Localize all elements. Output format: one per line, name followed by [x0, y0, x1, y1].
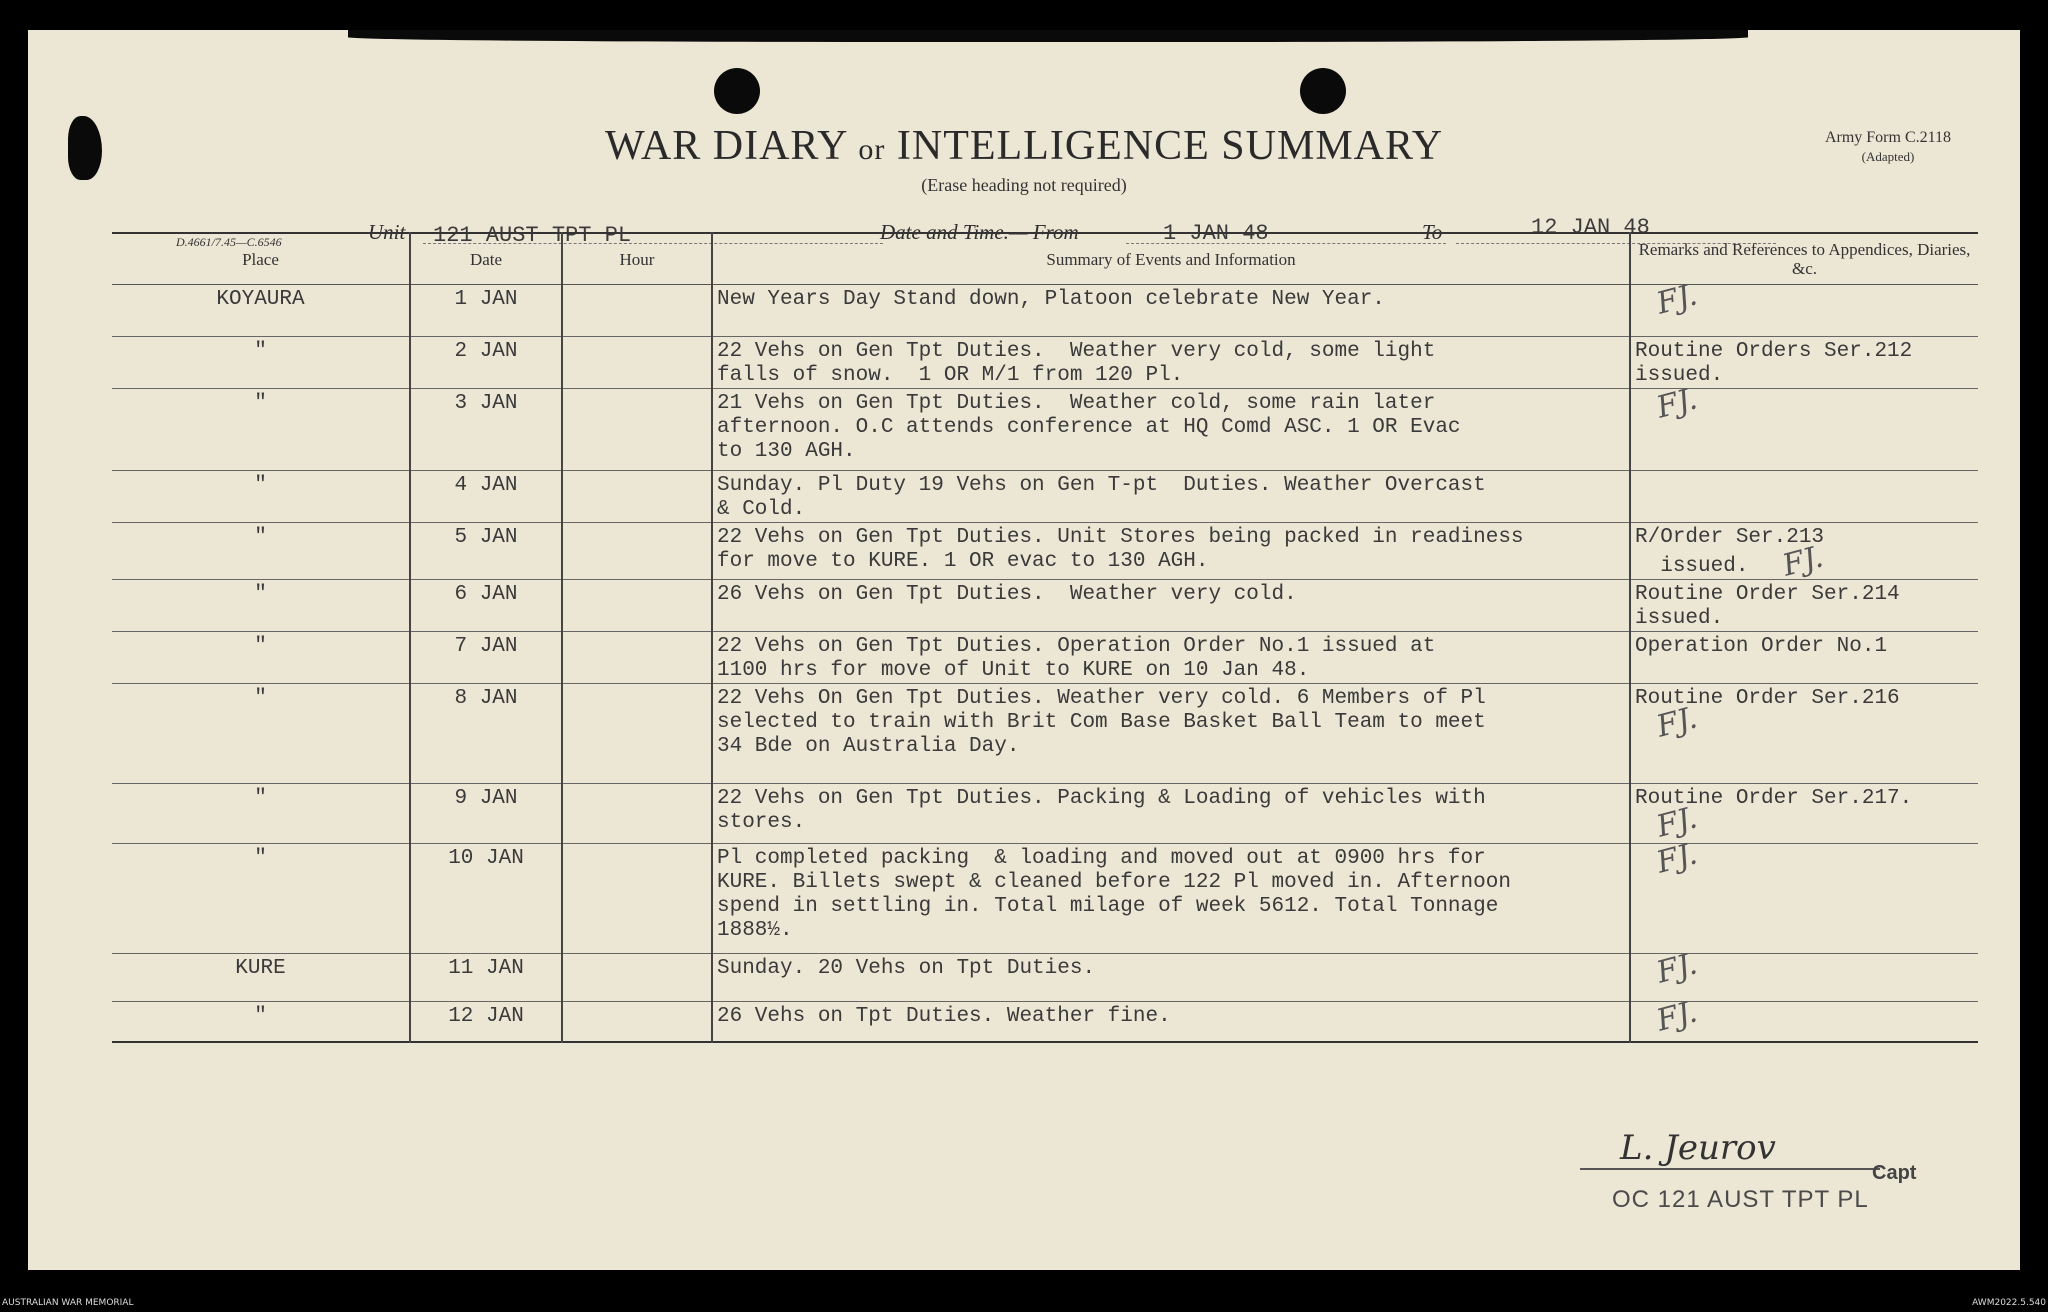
table-row: [112, 337, 1978, 389]
handwritten-initials: FJ.: [1653, 381, 1701, 426]
place-cell: ": [112, 844, 410, 954]
remarks-cell: [1630, 471, 1978, 523]
column-header-remarks: Remarks and References to Appendices, Diaries, &c.: [1630, 233, 1978, 285]
table-row: [112, 523, 1978, 580]
table-row: [112, 389, 1978, 471]
table-row: [112, 1002, 1978, 1042]
remarks-cell: Routine Orders Ser.212 issued.: [1630, 337, 1978, 389]
handwritten-initials: FJ.: [1653, 700, 1701, 745]
summary-cell: Sunday. Pl Duty 19 Vehs on Gen T-pt Duties. Weather Overcast & Cold.: [712, 471, 1630, 523]
date-cell: 8 JAN: [410, 684, 562, 784]
torn-top-edge: [348, 30, 1748, 42]
hour-cell: [562, 389, 712, 471]
hour-cell: [562, 337, 712, 389]
remarks-cell: [1630, 946, 1978, 1002]
place-cell: ": [112, 784, 410, 844]
table-row: [112, 684, 1978, 784]
unit-value: 121 AUST TPT PL: [433, 223, 632, 248]
date-cell: 10 JAN: [410, 844, 562, 954]
date-cell: 4 JAN: [410, 471, 562, 523]
hour-cell: [562, 954, 712, 1002]
date-cell: 11 JAN: [410, 954, 562, 1002]
unit-stamp: OC 121 AUST TPT PL: [1612, 1186, 1869, 1213]
place-cell: KOYAURA: [112, 285, 410, 337]
remarks-cell: [1630, 277, 1978, 337]
summary-cell: 22 Vehs on Gen Tpt Duties. Unit Stores being packed in readiness for move to KURE. 1 OR evac to 130 AGH.: [712, 523, 1630, 580]
from-value: 1 JAN 48: [1163, 221, 1269, 246]
summary-cell: 22 Vehs On Gen Tpt Duties. Weather very cold. 6 Members of Pl selected to train with Brit Com Base Basket Ball Team to meet 34 Bde on Australia Day.: [712, 684, 1630, 784]
hour-cell: [562, 844, 712, 954]
place-cell: ": [112, 523, 410, 580]
summary-cell: 22 Vehs on Gen Tpt Duties. Operation Order No.1 issued at 1100 hrs for move of Unit to KURE on 10 Jan 48.: [712, 632, 1630, 684]
hour-cell: [562, 684, 712, 784]
date-cell: 5 JAN: [410, 523, 562, 580]
column-header-date: Date: [410, 233, 562, 285]
hour-cell: [562, 471, 712, 523]
summary-cell: New Years Day Stand down, Platoon celebrate New Year.: [712, 285, 1630, 337]
remarks-cell: [1630, 836, 1978, 954]
date-cell: 7 JAN: [410, 632, 562, 684]
place-cell: ": [112, 389, 410, 471]
page-subtitle: (Erase heading not required): [921, 175, 1127, 195]
place-cell: ": [112, 684, 410, 784]
to-label: To: [1422, 220, 1443, 244]
signature-rank: Capt: [1872, 1162, 1917, 1184]
to-value: 12 JAN 48: [1531, 215, 1650, 240]
hour-cell: [562, 523, 712, 580]
place-cell: KURE: [112, 954, 410, 1002]
handwritten-initials: FJ.: [1653, 836, 1701, 881]
table-row: [112, 471, 1978, 523]
remarks-cell: [1630, 994, 1978, 1042]
hour-cell: [562, 632, 712, 684]
hour-cell: [562, 1002, 712, 1042]
handwritten-initials: FJ.: [1653, 946, 1701, 991]
hour-cell: [562, 285, 712, 337]
column-header-summary: Summary of Events and Information: [712, 233, 1630, 285]
summary-cell: 21 Vehs on Gen Tpt Duties. Weather cold, some rain later afternoon. O.C attends conference at HQ Comd ASC. 1 OR Evac to 130 AGH.: [712, 389, 1630, 471]
page-title: WAR DIARY or INTELLIGENCE SUMMARY: [604, 123, 1444, 169]
place-cell: ": [112, 337, 410, 389]
form-code: D.4661/7.45—C.6546: [176, 235, 282, 249]
punch-hole-left: [714, 68, 760, 114]
summary-cell: 22 Vehs on Gen Tpt Duties. Packing & Loading of vehicles with stores.: [712, 784, 1630, 844]
footer-source: AUSTRALIAN WAR MEMORIAL: [2, 1298, 134, 1308]
table-row: [112, 580, 1978, 632]
remarks-cell: R/Order Ser.213 issued. FJ.: [1630, 523, 1978, 580]
army-form-label: Army Form C.2118 (Adapted): [1824, 129, 1952, 164]
table-row: [112, 285, 1978, 337]
date-cell: 12 JAN: [410, 1002, 562, 1042]
place-cell: ": [112, 1002, 410, 1042]
handwritten-initials: FJ.: [1653, 994, 1701, 1039]
handwritten-initials: FJ.: [1653, 277, 1701, 322]
summary-cell: 22 Vehs on Gen Tpt Duties. Weather very cold, some light falls of snow. 1 OR M/1 from 120 Pl.: [712, 337, 1630, 389]
remarks-cell: Routine Order Ser.217. FJ.: [1630, 784, 1978, 844]
place-cell: ": [112, 471, 410, 523]
signature-line: [1580, 1168, 1880, 1170]
table-row: [112, 784, 1978, 844]
unit-label: Unit: [368, 220, 406, 244]
remarks-cell: Routine Order Ser.214 issued.: [1630, 580, 1978, 632]
summary-cell: 26 Vehs on Tpt Duties. Weather fine.: [712, 1002, 1630, 1042]
summary-cell: 26 Vehs on Gen Tpt Duties. Weather very cold.: [712, 580, 1630, 632]
date-cell: 3 JAN: [410, 389, 562, 471]
diary-table-body: [112, 277, 1978, 1042]
column-header-place: Place: [112, 233, 410, 285]
handwritten-initials: FJ.: [1779, 539, 1827, 584]
date-cell: 9 JAN: [410, 784, 562, 844]
punch-hole-right: [1300, 68, 1346, 114]
handwritten-initials: FJ.: [1653, 800, 1701, 845]
diary-table: [112, 232, 1978, 1043]
date-cell: 6 JAN: [410, 580, 562, 632]
table-row: [112, 844, 1978, 954]
place-cell: ": [112, 632, 410, 684]
date-cell: 2 JAN: [410, 337, 562, 389]
hour-cell: [562, 784, 712, 844]
table-row: [112, 632, 1978, 684]
place-cell: ": [112, 580, 410, 632]
date-cell: 1 JAN: [410, 285, 562, 337]
remarks-cell: Operation Order No.1: [1630, 632, 1978, 684]
officer-signature: L. Jeurov: [1620, 1128, 1776, 1168]
date-label: Date and Time.— From: [880, 220, 1079, 244]
table-row: [112, 954, 1978, 1002]
remarks-cell: [1630, 381, 1978, 471]
hour-cell: [562, 580, 712, 632]
summary-cell: Pl completed packing & loading and moved out at 0900 hrs for KURE. Billets swept & cleaned before 122 Pl moved in. Afternoon spend in settling in. Total milage of week 5612. Total Tonnage 1888½.: [712, 844, 1630, 954]
summary-cell: Sunday. 20 Vehs on Tpt Duties.: [712, 954, 1630, 1002]
remarks-cell: Routine Order Ser.216 FJ.: [1630, 684, 1978, 784]
footer-reference: AWM2022.5.540: [1972, 1298, 2046, 1308]
column-header-hour: Hour: [562, 233, 712, 285]
